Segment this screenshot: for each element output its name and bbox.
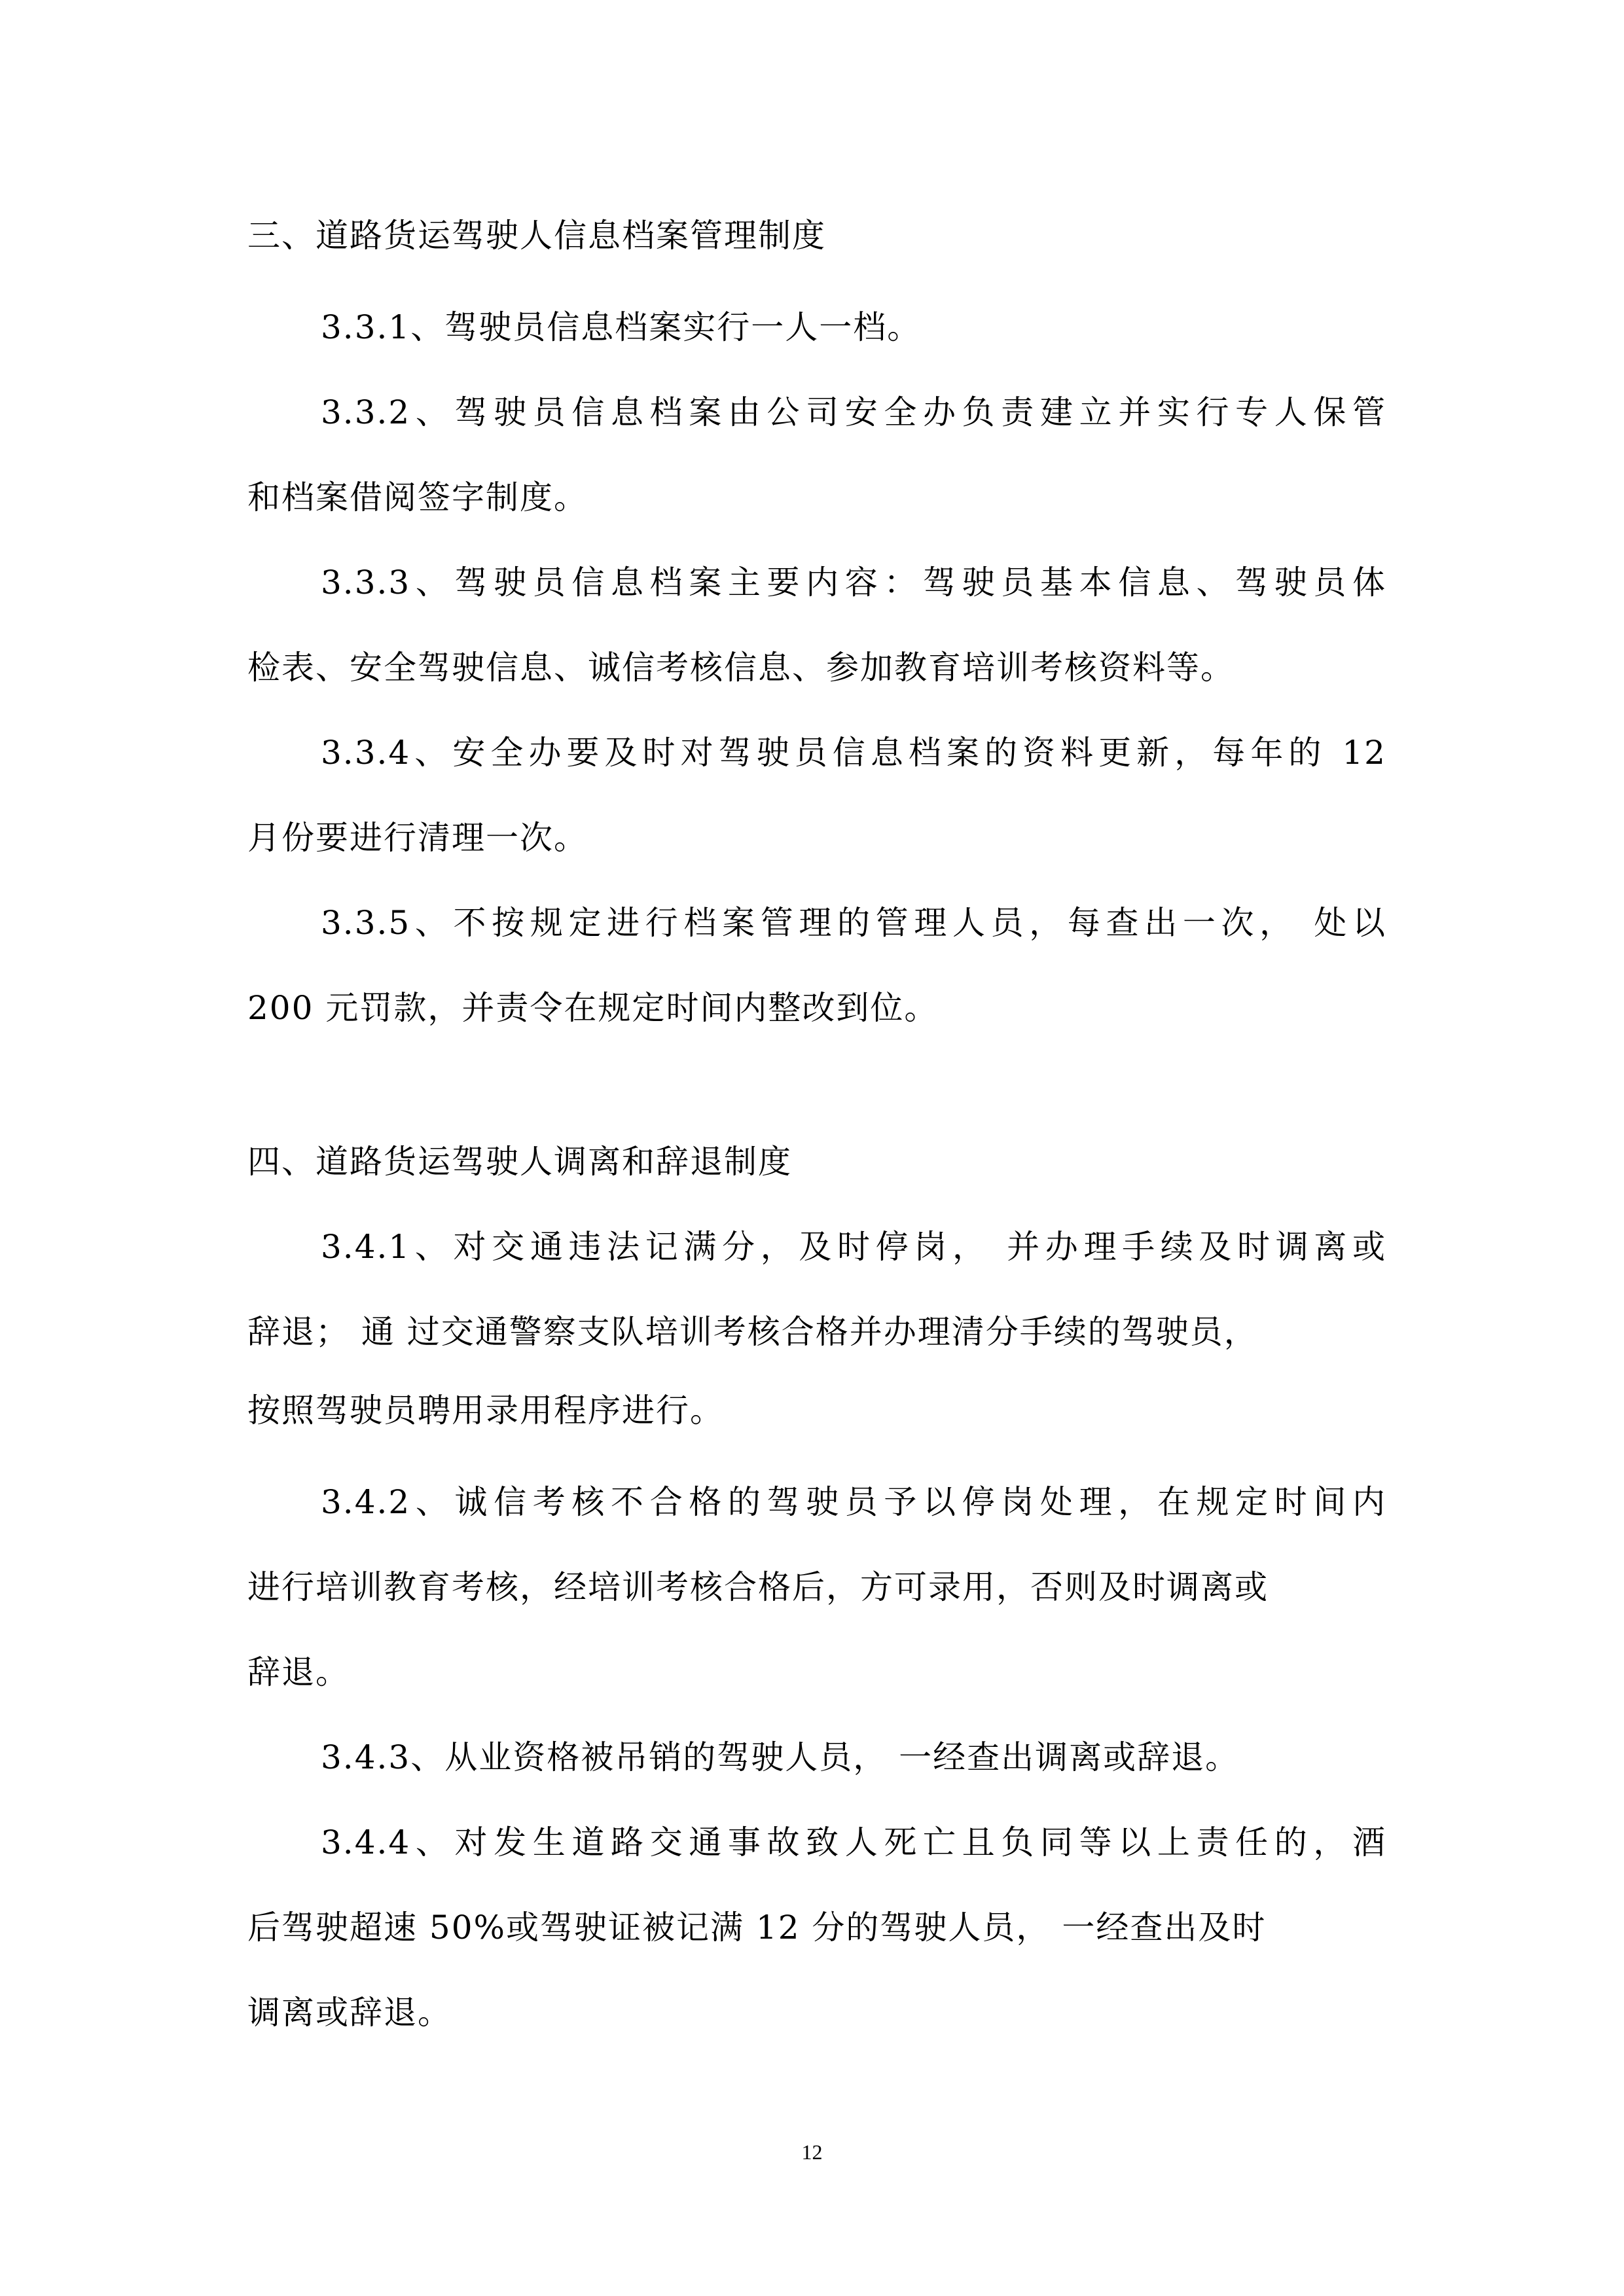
paragraph-3-3-5-line2: 200 元罚款，并责令在规定时间内整改到位。 — [247, 989, 939, 1027]
paragraph-3-4-3: 3.4.3、从业资格被吊销的驾驶人员， 一经查出调离或辞退。 — [321, 1738, 1240, 1776]
paragraph-3-3-3-line1: 3.3.3、驾驶员信息档案主要内容：驾驶员基本信息、驾驶员体 — [321, 564, 1386, 601]
paragraph-3-4-1-line2: 辞退； 通 过交通警察支队培训考核合格并办理清分手续的驾驶员， — [247, 1313, 1258, 1351]
paragraph-3-3-1: 3.3.1、驾驶员信息档案实行一人一档。 — [321, 308, 922, 346]
page-number: 12 — [801, 2140, 823, 2164]
paragraph-3-4-4-line2: 后驾驶超速 50%或驾驶证被记满 12 分的驾驶人员， 一经查出及时 — [247, 1909, 1267, 1946]
section4-heading: 四、道路货运驾驶人调离和辞退制度 — [247, 1143, 792, 1181]
paragraph-3-3-4-line1: 3.3.4、安全办要及时对驾驶员信息档案的资料更新，每年的 12 — [321, 734, 1386, 772]
paragraph-3-3-3-line2: 检表、安全驾驶信息、诚信考核信息、参加教育培训考核资料等。 — [247, 649, 1235, 687]
paragraph-3-4-2-line2: 进行培训教育考核，经培训考核合格后，方可录用，否则及时调离或 — [247, 1568, 1269, 1606]
paragraph-3-4-2-line3: 辞退。 — [247, 1653, 350, 1691]
section3-heading: 三、道路货运驾驶人信息档案管理制度 — [247, 217, 826, 255]
paragraph-3-4-1-line1: 3.4.1、对交通违法记满分，及时停岗， 并办理手续及时调离或 — [321, 1228, 1386, 1266]
paragraph-3-4-4-line1: 3.4.4、对发生道路交通事故致人死亡且负同等以上责任的，酒 — [321, 1823, 1386, 1861]
paragraph-3-4-1-line3: 按照驾驶员聘用录用程序进行。 — [247, 1391, 724, 1429]
paragraph-3-3-5-line1: 3.3.5、不按规定进行档案管理的管理人员，每查出一次， 处以 — [321, 904, 1386, 942]
paragraph-3-4-4-line3: 调离或辞退。 — [247, 1994, 452, 2032]
paragraph-3-4-2-line1: 3.4.2、诚信考核不合格的驾驶员予以停岗处理，在规定时间内 — [321, 1483, 1386, 1521]
paragraph-3-3-2-line1: 3.3.2、驾驶员信息档案由公司安全办负责建立并实行专人保管 — [321, 393, 1386, 431]
paragraph-3-3-2-line2: 和档案借阅签字制度。 — [247, 478, 588, 516]
paragraph-3-3-4-line2: 月份要进行清理一次。 — [247, 819, 588, 857]
